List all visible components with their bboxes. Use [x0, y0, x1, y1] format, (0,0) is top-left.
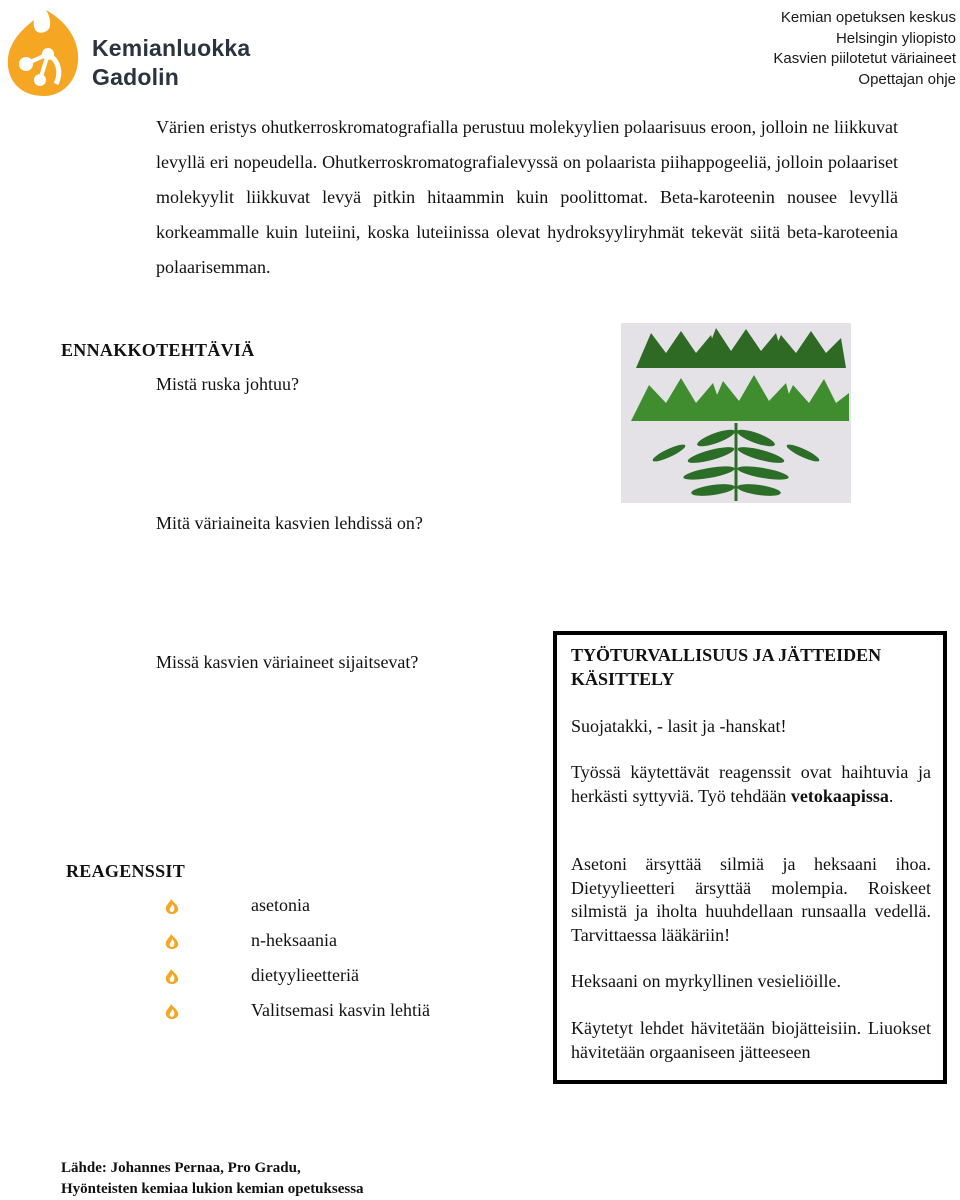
safety-paragraph-2-bold: vetokaapissa — [790, 785, 889, 806]
intro-paragraph — [156, 110, 898, 285]
header-meta-line: Kemian opetuksen keskus — [780, 9, 956, 26]
brand-line-2: Gadolin — [92, 64, 180, 90]
brand-line-1: Kemianluokka — [92, 35, 251, 61]
safety-paragraph-5: Käytetyt lehdet hävitetään biojätteisiin. Liuokset hävitetään orgaaniseen jätteeseen — [571, 1018, 931, 1062]
flame-bullet-icon — [164, 1003, 180, 1020]
safety-paragraph-3: Asetoni ärsyttää silmiä ja heksaani ihoa. Dietyylieetteri ärsyttää molempia. Roiskeet silmistä ja iholta huuhdellaan runsaalla vedellä. Tarvittaessa lääkäriin! — [571, 854, 931, 945]
safety-paragraph-2-end: . — [888, 785, 894, 806]
reagents-heading: REAGENSSIT — [66, 861, 186, 881]
header-meta — [773, 8, 956, 90]
safety-box — [553, 631, 947, 1084]
safety-paragraph-1: Suojatakki, - lasit ja -hanskat! — [571, 716, 787, 736]
header-meta-line: Kasvien piilotetut väriaineet — [773, 50, 956, 67]
safety-paragraph-4: Heksaani on myrkyllinen vesieliöille. — [571, 971, 841, 991]
question-2: Mitä väriaineita kasvien lehdissä on? — [156, 513, 423, 533]
reagent-label: n-heksaania — [251, 930, 337, 950]
reagent-label: Valitsemasi kasvin lehtiä — [251, 1000, 430, 1020]
leaves-photo — [621, 323, 851, 503]
source-citation — [61, 1158, 364, 1200]
safety-paragraph-2-text: Työssä käytettävät reagenssit ovat haihtuvia ja herkästi syttyviä. Työ tehdään — [571, 762, 931, 806]
reagent-label: asetonia — [251, 895, 310, 915]
pre-tasks-heading: ENNAKKOTEHTÄVIÄ — [61, 340, 255, 360]
source-line-1: Lähde: Johannes Pernaa, Pro Gradu, — [61, 1160, 301, 1176]
header-meta-line: Helsingin yliopisto — [835, 29, 956, 47]
question-1: Mistä ruska johtuu? — [156, 374, 299, 394]
header-meta-line: Opettajan ohje — [858, 70, 956, 88]
reagent-label: dietyylieetteriä — [251, 965, 359, 985]
intro-text: Värien eristys ohutkerroskromatografialla perustuu molekyylien polaarisuus eroon, jolloin ne liikkuvat levyllä eri nopeudella. Ohutkerroskromatografialevyssä on polaarista piihappogeeliä, jolloin polaariset molekyylit liikkuvat levyä pitkin hitaammin kuin poolittomat. Beta-karoteenin nousee levyllä korkeammalle kuin luteiini, koska luteiinissa olevat hydroksyyliryhmät tekevät siitä beta-karoteenia polaarisemman. — [156, 117, 898, 277]
flame-bullet-icon — [164, 933, 180, 950]
source-line-2: Hyönteisten kemiaa lukion kemian opetuksessa — [61, 1181, 364, 1197]
question-3: Missä kasvien väriaineet sijaitsevat? — [156, 652, 419, 672]
safety-title: TYÖTURVALLISUUS JA JÄTTEIDEN KÄSITTELY — [571, 645, 882, 689]
flame-bullet-icon — [164, 968, 180, 985]
safety-paragraph-2 — [571, 761, 931, 808]
brand-name — [92, 34, 250, 92]
gadolin-logo-icon — [4, 6, 84, 100]
flame-bullet-icon — [164, 898, 180, 915]
